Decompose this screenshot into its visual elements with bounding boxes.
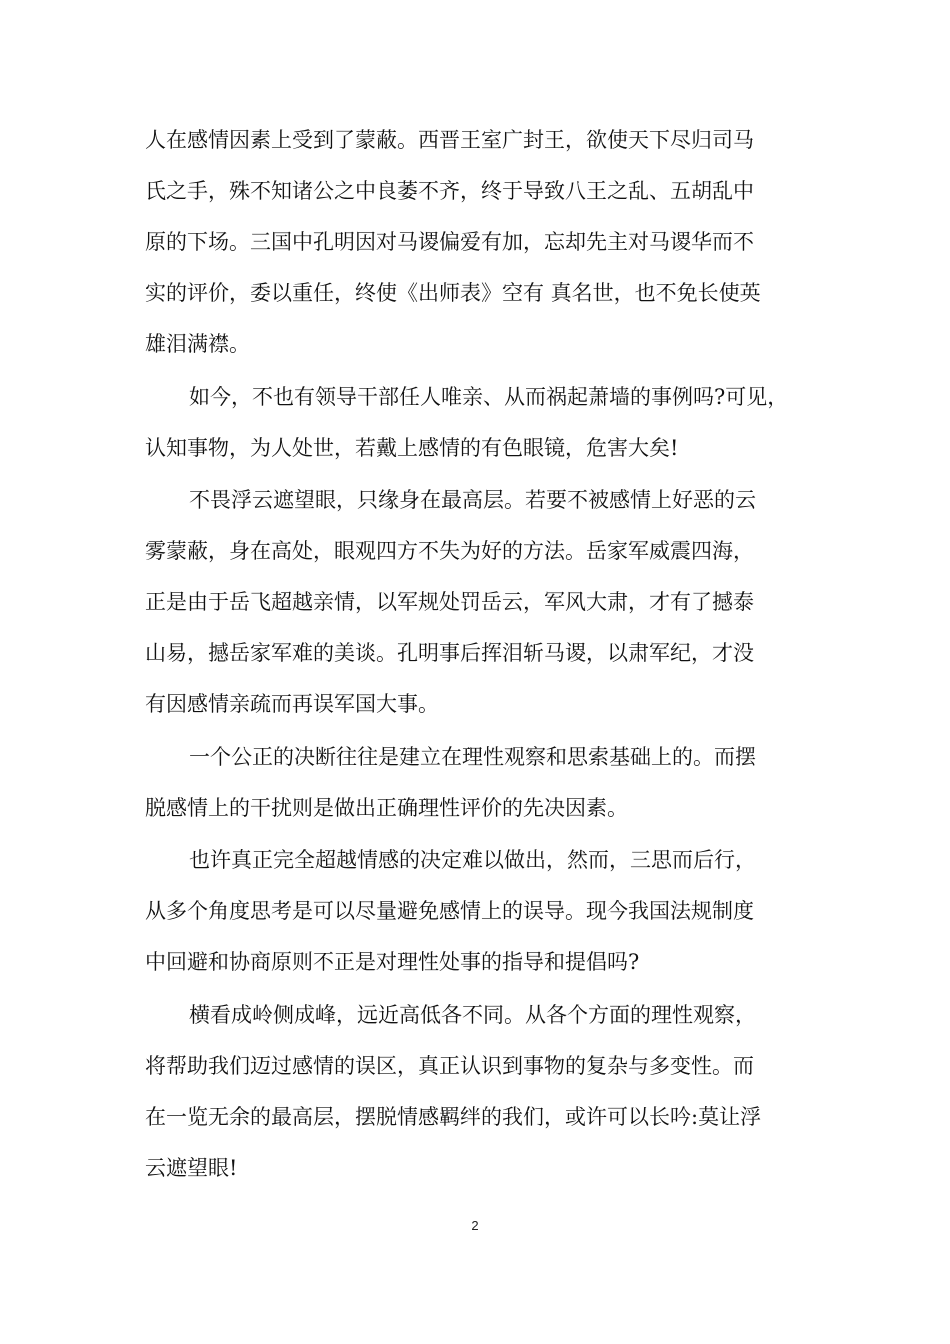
page-number: 2 (471, 1218, 479, 1233)
text-line: 有因感情亲疏而再误军国大事。 (145, 692, 439, 717)
text-line: 雾蒙蔽，身在高处，眼观四方不失为好的方法。岳家军威震四海， (145, 539, 754, 564)
text-line: 正是由于岳飞超越亲情，以军规处罚岳云，军风大肃，才有了撼泰 (145, 590, 754, 615)
text-line: 云遮望眼! (145, 1155, 238, 1180)
text-line: 中回避和协商原则不正是对理性处事的指导和提倡吗? (145, 950, 640, 975)
paragraph-first-line: 如今，不也有领导干部任人唯亲、从而祸起萧墙的事例吗?可见， (189, 384, 789, 409)
text-line: 人在感情因素上受到了蒙蔽。西晋王室广封王，欲使天下尽归司马 (145, 128, 754, 152)
text-line: 山易，撼岳家军难的美谈。孔明事后挥泪斩马谡，以肃军纪，才没 (145, 641, 754, 666)
text-line: 原的下场。三国中孔明因对马谡偏爱有加，忘却先主对马谡华而不 (145, 230, 754, 254)
paragraph-first-line: 一个公正的决断往往是建立在理性观察和思索基础上的。而摆 (189, 744, 756, 769)
paragraph-first-line: 不畏浮云遮望眼，只缘身在最高层。若要不被感情上好恶的云 (189, 488, 756, 513)
text-line: 在一览无余的最高层，摆脱情感羁绊的我们，或许可以长吟:莫让浮 (145, 1104, 762, 1129)
paragraph-first-line: 横看成岭侧成峰，远近高低各不同。从各个方面的理性观察， (189, 1002, 756, 1027)
text-line: 脱感情上的干扰则是做出正确理性评价的先决因素。 (145, 795, 628, 820)
paragraph-first-line: 也许真正完全超越情感的决定难以做出，然而，三思而后行， (189, 848, 756, 873)
text-line: 实的评价，委以重任，终使《出师表》空有 真名世，也不免长使英 (145, 281, 761, 305)
text-line: 雄泪满襟。 (145, 332, 250, 356)
text-line: 氏之手，殊不知诸公之中良萎不齐，终于导致八王之乱、五胡乱中 (145, 179, 754, 203)
body-text (145, 115, 825, 1194)
text-line: 从多个角度思考是可以尽量避免感情上的误导。现今我国法规制度 (145, 899, 754, 924)
text-line: 认知事物，为人处世，若戴上感情的有色眼镜，危害大矣! (145, 435, 679, 460)
text-line: 将帮助我们迈过感情的误区，真正认识到事物的复杂与多变性。而 (145, 1053, 754, 1078)
